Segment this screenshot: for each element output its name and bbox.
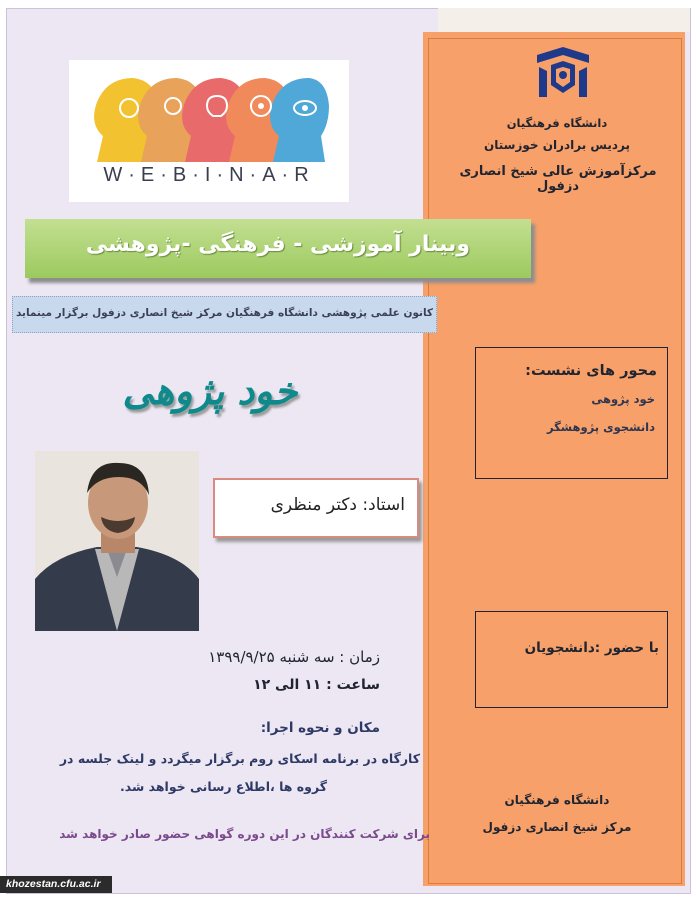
teacher-photo: [35, 451, 199, 631]
webinar-wordmark: W·E·B·I·N·A·R: [103, 164, 315, 186]
banner-title: وبینار آموزشی - فرهنگی -پژوهشی: [85, 232, 471, 257]
date-line: زمان : سه شنبه ۱۳۹۹/۹/۲۵: [208, 648, 380, 666]
source-url-label[interactable]: khozestan.cfu.ac.ir: [0, 876, 112, 893]
teacher-box: [213, 478, 419, 538]
orange-panel-cap: [438, 8, 690, 32]
attendance-text: با حضور :دانشجویان: [524, 640, 659, 656]
certificate-note: برای شرکت کنندگان در این دوره گواهی حضور صادر خواهد شد: [59, 827, 430, 841]
subject-title: خود پژوهی: [122, 368, 298, 413]
announcement-text: کانون علمی پژوهشی دانشگاه فرهنگیان مرکز شیخ انصاری دزفول برگزار مینماید: [15, 307, 434, 319]
university-name: دانشگاه فرهنگیان: [506, 116, 608, 130]
topics-title: محور های نشست:: [525, 363, 657, 379]
venue-title: مکان و نحوه اجرا:: [260, 720, 380, 736]
topic-item: خود پژوهی: [591, 392, 655, 406]
teacher-name: استاد: دکتر منظری: [270, 495, 405, 515]
topic-item: دانشجوی پژوهشگر: [546, 420, 655, 434]
attendance-box: [475, 611, 668, 708]
university-logo-icon: [533, 45, 593, 103]
title-banner: [25, 219, 531, 278]
campus-name: پردیس برادران خوزستان: [484, 138, 630, 152]
portrait-icon: [35, 451, 199, 631]
venue-line: کارگاه در برنامه اسکای روم برگزار میگردد و لینک جلسه در: [59, 751, 420, 766]
venue-line: گروه ها ،اطلاع رسانی خواهد شد.: [120, 779, 327, 794]
announcement-strip: [12, 296, 437, 333]
webinar-graphic: [69, 60, 349, 202]
footer-center: مرکز شیخ انصاری دزفول: [482, 820, 632, 834]
time-line: ساعت : ۱۱ الی ۱۲: [253, 677, 380, 693]
topics-box: [475, 347, 668, 479]
heads-illustration-icon: [89, 66, 329, 166]
footer-university: دانشگاه فرهنگیان: [504, 793, 610, 807]
center-name: مرکزآموزش عالی شیخ انصاری دزفول: [459, 164, 657, 194]
